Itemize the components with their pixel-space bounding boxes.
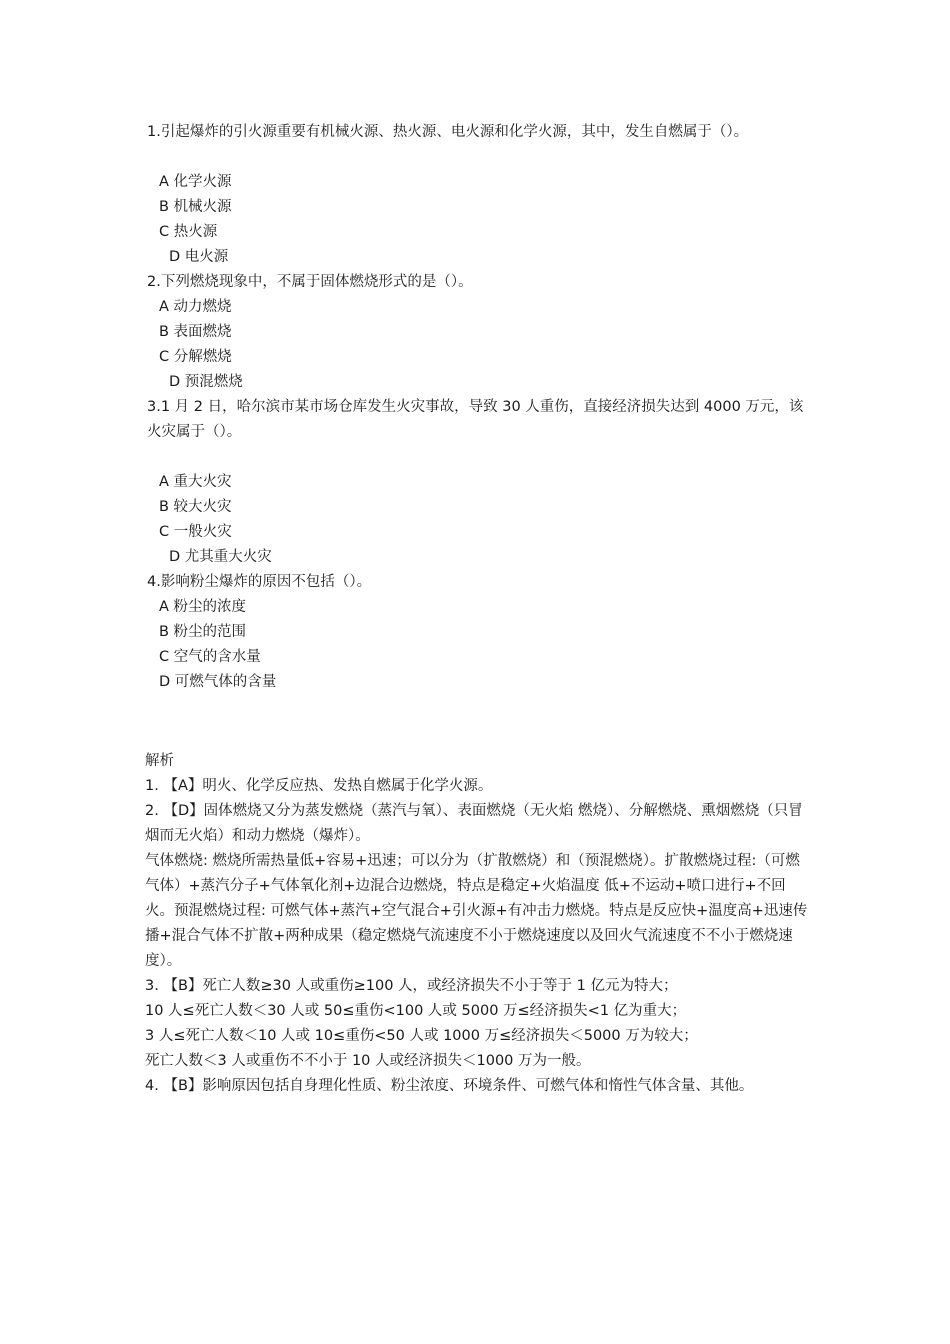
question-4	[145, 570, 810, 695]
analysis-line: 4. 【B】影响原因包括自身理化性质、粉尘浓度、环境条件、可燃气体和惰性气体含量、其他。	[145, 1078, 754, 1094]
analysis-line: 10 人≤死亡人数＜30 人或 50≤重伤<100 人或 5000 万≤经济损失<1 亿为重大；	[145, 1003, 687, 1019]
question-1	[145, 120, 810, 270]
analysis-title: 解析	[145, 753, 174, 769]
question-stem: 2.下列燃烧现象中，不属于固体燃烧形式的是（）。	[147, 274, 473, 290]
option-b: B 表面燃烧	[159, 324, 232, 340]
option-a: A 粉尘的浓度	[159, 599, 247, 615]
option-c: C 空气的含水量	[159, 649, 261, 665]
analysis-line: 气体燃烧: 燃烧所需热量低+容易+迅速；可以分为（扩散燃烧）和（预混燃烧）。扩散燃烧过程:（可燃气体）+蒸汽分子+气体氧化剂+边混合边燃烧，特点是稳定+火焰温度 低+不运动+喷口进行+不回火。预混燃烧过程: 可燃气体+蒸汽+空气混合+引火源+有冲击力燃烧。特点是反应快+温度高+迅速传播+混合气体不扩散+两种成果（稳定燃烧气流速度不小于燃烧速度以及回火气流速度不不小于燃烧速度）。	[145, 853, 808, 969]
analysis-line: 3. 【B】死亡人数≥30 人或重伤≥100 人，或经济损失不小于等于 1 亿元为特大；	[145, 978, 678, 994]
option-b: B 粉尘的范围	[159, 624, 247, 640]
analysis-line: 3 人≤死亡人数＜10 人或 10≤重伤<50 人或 1000 万≤经济损失＜5000 万为较大；	[145, 1028, 698, 1044]
document-page	[145, 120, 810, 1099]
question-stem: 1.引起爆炸的引火源重要有机械火源、热火源、电火源和化学火源，其中，发生自燃属于（）。	[147, 124, 749, 140]
question-stem: 4.影响粉尘爆炸的原因不包括（）。	[147, 574, 372, 590]
option-d: D 可燃气体的含量	[159, 674, 277, 690]
analysis-section	[145, 749, 810, 1099]
question-3	[145, 395, 810, 570]
question-2	[145, 270, 810, 395]
option-d: D 预混燃烧	[169, 374, 243, 390]
question-stem: 3.1 月 2 日，哈尔滨市某市场仓库发生火灾事故，导致 30 人重伤，直接经济损失达到 4000 万元，该火灾属于（）。	[147, 399, 804, 440]
option-a: A 化学火源	[159, 174, 232, 190]
option-c: C 分解燃烧	[159, 349, 232, 365]
option-d: D 尤其重大火灾	[169, 549, 272, 565]
analysis-line: 2. 【D】固体燃烧又分为蒸发燃烧（蒸汽与氧）、表面燃烧（无火焰 燃烧）、分解燃烧、熏烟燃烧（只冒烟而无火焰）和动力燃烧（爆炸）。	[145, 803, 803, 844]
analysis-line: 1. 【A】明火、化学反应热、发热自燃属于化学火源。	[145, 778, 493, 794]
option-a: A 动力燃烧	[159, 299, 232, 315]
option-c: C 一般火灾	[159, 524, 232, 540]
option-d: D 电火源	[169, 249, 229, 265]
option-a: A 重大火灾	[159, 474, 232, 490]
option-c: C 热火源	[159, 224, 218, 240]
option-b: B 较大火灾	[159, 499, 232, 515]
option-b: B 机械火源	[159, 199, 232, 215]
analysis-line: 死亡人数＜3 人或重伤不不小于 10 人或经济损失＜1000 万为一般。	[145, 1053, 591, 1069]
